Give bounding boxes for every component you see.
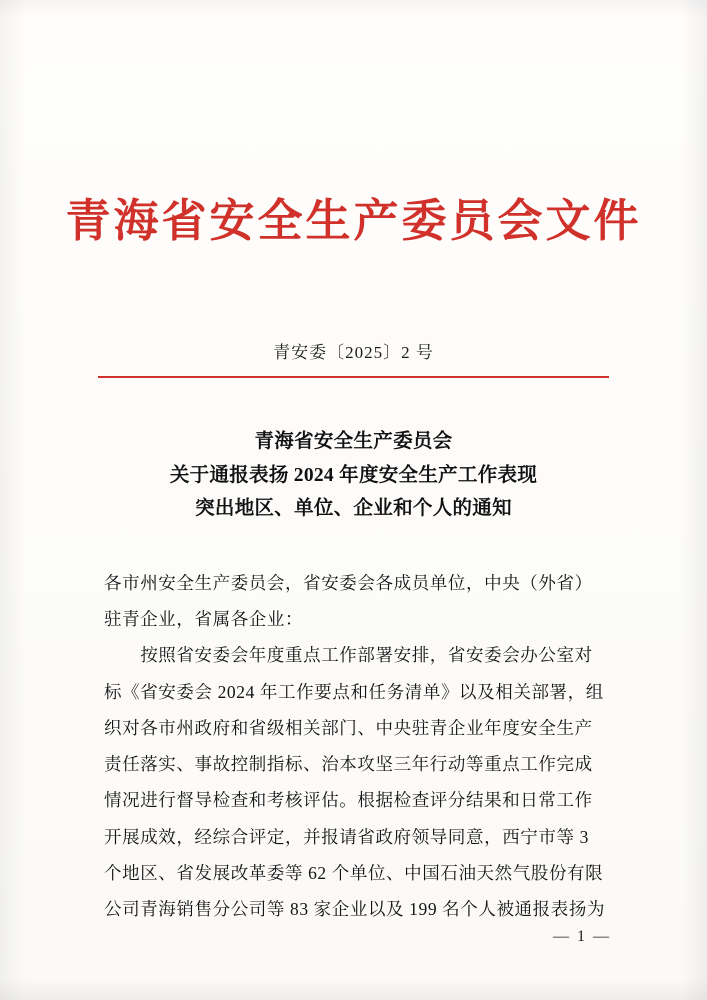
body-line: 责任落实、事故控制指标、治本攻坚三年行动等重点工作完成 (104, 754, 593, 775)
document-number: 青安委〔2025〕2 号 (273, 343, 434, 362)
body-line: 各市州安全生产委员会，省安委会各成员单位，中央（外省） (104, 573, 593, 593)
masthead-title: 青海省安全生产委员会文件 (65, 196, 642, 246)
body-line: 标《省安委会 2024 年工作要点和任务清单》以及相关部署，组 (104, 681, 604, 702)
body-line: 织对各市州政府和省级相关部门、中央驻青企业年度安全生产 (104, 717, 593, 738)
body-line: 个地区、省发展改革委等 62 个单位、中国石油天然气股份有限 (104, 862, 604, 883)
body-line: 按照省安委会年度重点工作部署安排，省安委会办公室对 (104, 645, 593, 666)
document-title-line-2: 关于通报表扬 2024 年度安全生产工作表现 (169, 464, 538, 486)
body-line: 开展成效，经综合评定，并报请省政府领导同意，西宁市等 3 (104, 826, 589, 847)
document-title-line-3: 突出地区、单位、企业和个人的通知 (195, 498, 512, 520)
body-line: 驻青企业，省属各企业： (104, 609, 304, 630)
red-divider-rule (98, 376, 609, 378)
body-line: 公司青海销售分公司等 83 家企业以及 199 名个人被通报表扬为 (104, 898, 606, 919)
page-number: — 1 — (553, 928, 611, 945)
document-body (104, 565, 611, 927)
document-title (110, 425, 597, 526)
body-line: 情况进行督导检查和考核评估。根据检查评分结果和日常工作 (104, 790, 593, 811)
masthead (0, 196, 707, 248)
document-title-line-1: 青海省安全生产委员会 (254, 431, 453, 452)
